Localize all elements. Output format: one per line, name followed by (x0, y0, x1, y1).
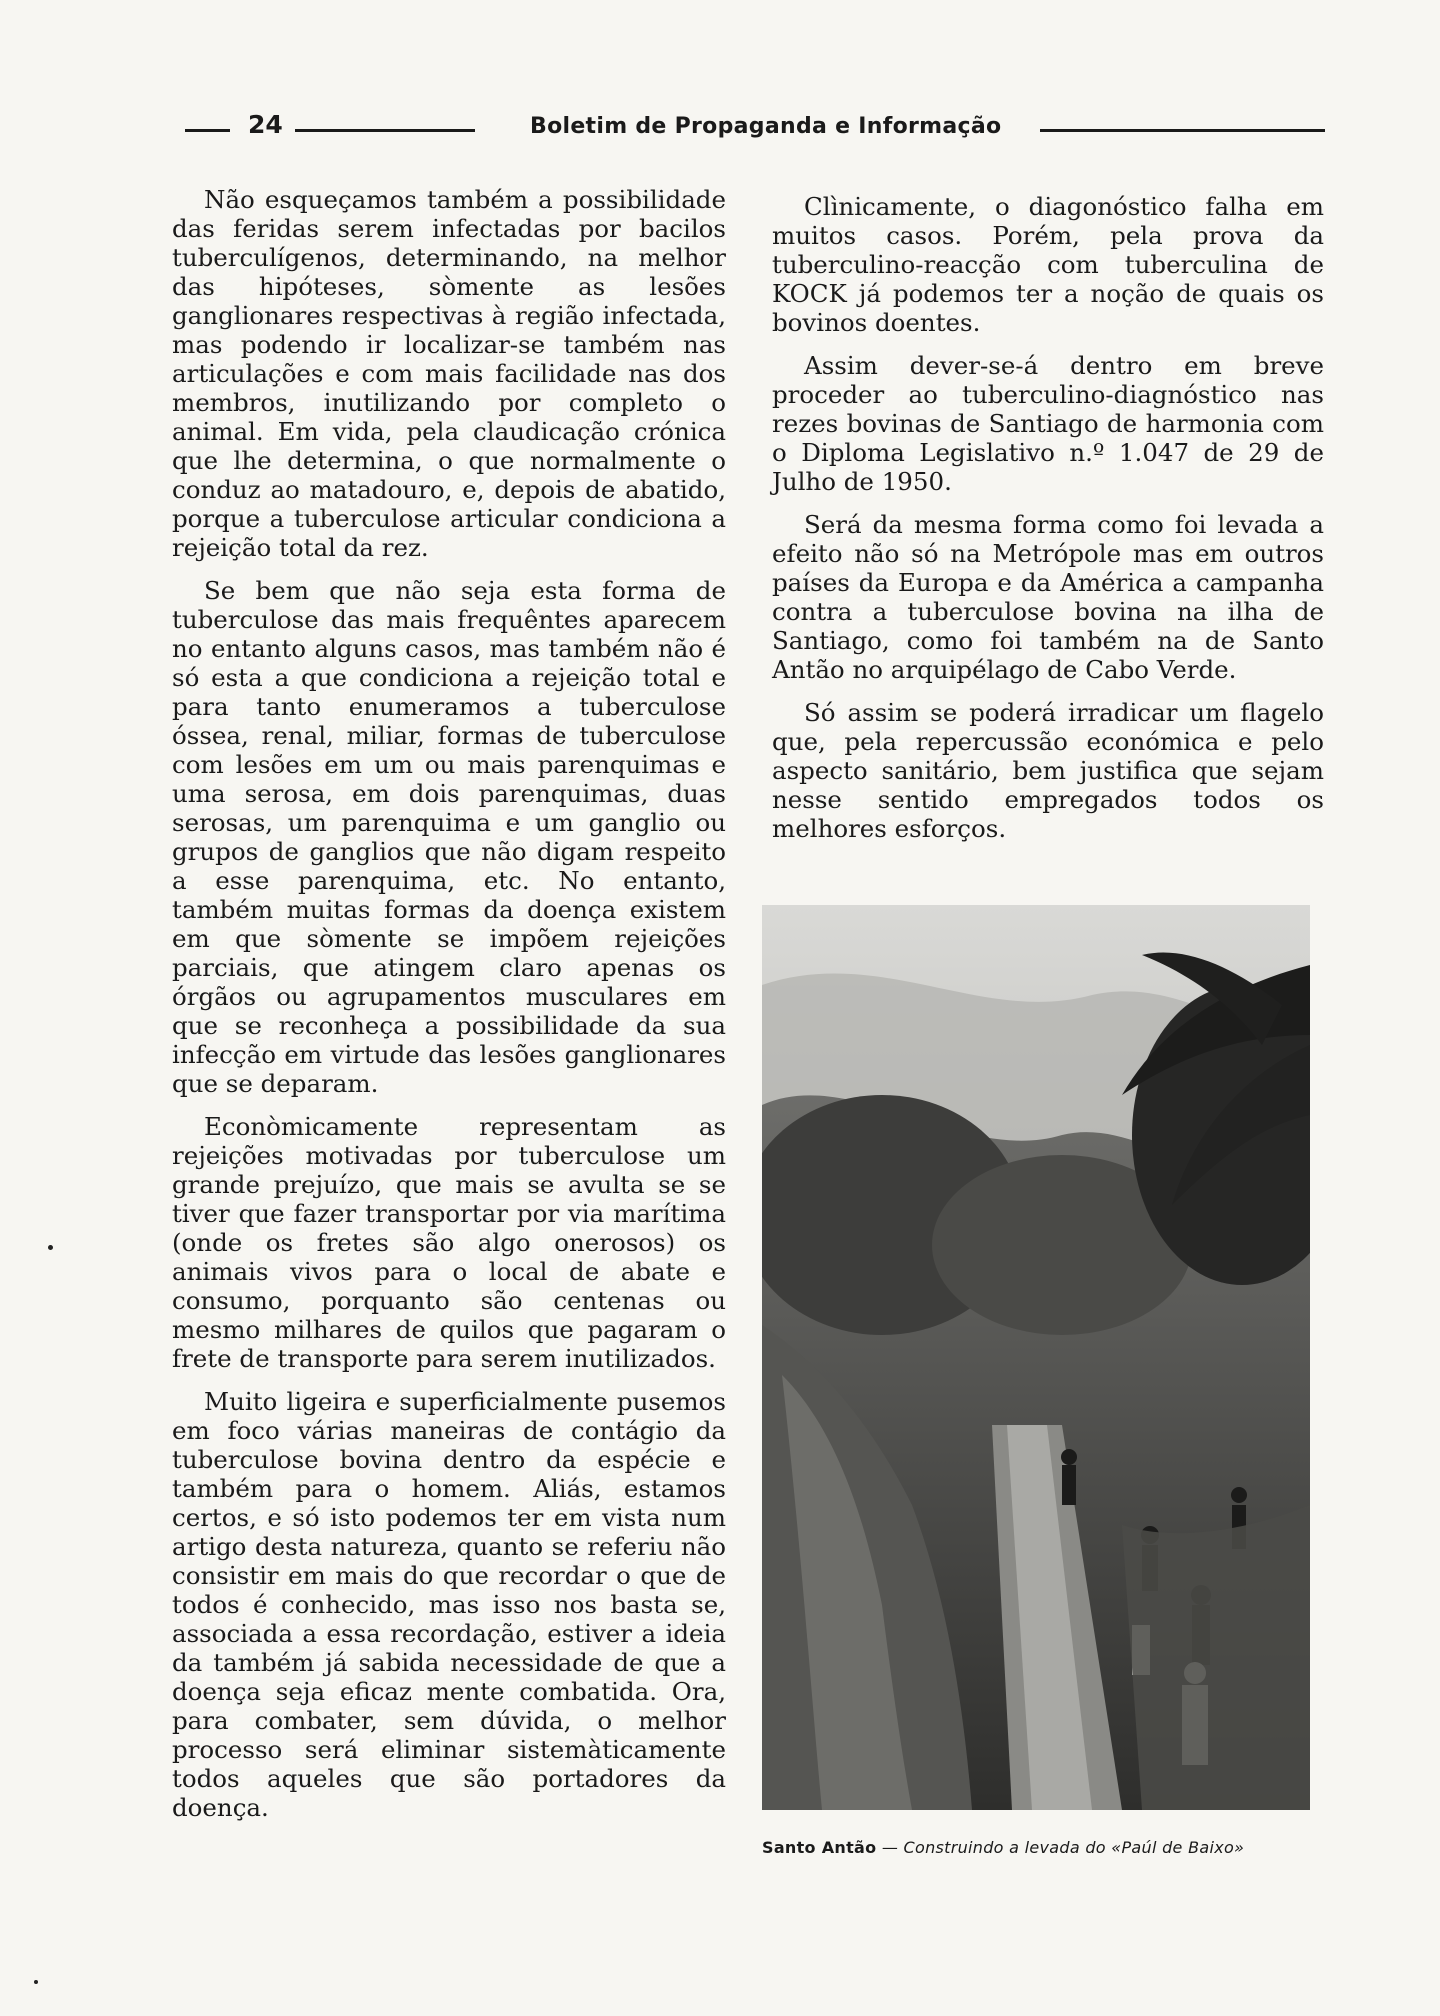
photo-caption (762, 1838, 1322, 1857)
paragraph: Assim dever-se-á dentro em breve proceder ao tuberculino-diagnóstico nas rezes bovinas de Santiago de harmonia com o Diploma Legislativo n.º 1.047 de 29 de Julho de 1950. (772, 351, 1324, 496)
caption-text: — Construindo a levada do «Paúl de Baixo» (876, 1838, 1245, 1857)
paragraph: Muito ligeira e superficialmente pusemos em foco várias maneiras de contágio da tuberculose bovina dentro da espécie e também para o homem. Aliás, estamos certos, e só isto podemos ter em vista num artigo desta natureza, quanto se referiu não consistir em mais do que recordar o que de todos é conhecido, mas isso nos basta se, associada a essa recordação, estiver a ideia da também já sabida necessidade de que a doença seja eficaz mente combatida. Ora, para combater, sem dúvida, o melhor processo será eliminar sistemàticamente todos aqueles que são portadores da doença. (172, 1387, 726, 1822)
paragraph: Será da mesma forma como foi levada a efeito não só na Metrópole mas em outros países da Europa e da América a campanha contra a tuberculose bovina na ilha de Santiago, como foi também na de Santo Antão no arquipélago de Cabo Verde. (772, 510, 1324, 684)
paragraph: Não esqueçamos também a possibilidade das feridas serem infectadas por bacilos tuberculígenos, determinando, na melhor das hipóteses, sòmente as lesões ganglionares respectivas à região infectada, mas podendo ir localizar-se também nas articulações e com mais facilidade nas dos membros, inutilizando por completo o animal. Em vida, pela claudicação crónica que lhe determina, o que normalmente o conduz ao matadouro, e, depois de abatido, porque a tuberculose articular condiciona a rejeição total da rez. (172, 185, 726, 562)
paragraph: Clìnicamente, o diagonóstico falha em muitos casos. Porém, pela prova da tuberculino-reacção com tuberculina de KOCK já podemos ter a noção de quais os bovinos doentes. (772, 192, 1324, 337)
print-speck (34, 1980, 38, 1984)
photograph (762, 905, 1310, 1810)
header-rule-right (1040, 129, 1325, 132)
left-column (172, 185, 726, 1836)
paragraph: Só assim se poderá irradicar um flagelo que, pela repercussão económica e pelo aspecto sanitário, bem justifica que sejam nesse sentido empregados todos os melhores esforços. (772, 698, 1324, 843)
paragraph: Se bem que não seja esta forma de tuberculose das mais frequêntes aparecem no entanto alguns casos, mas também não é só esta a que condiciona a rejeição total e para tanto enumeramos a tuberculose óssea, renal, miliar, formas de tuberculose com lesões em um ou mais parenquimas e uma serosa, em dois parenquimas, duas serosas, um parenquima e um ganglio ou grupos de ganglios que não digam respeito a esse parenquima, etc. No entanto, também muitas formas da doença existem em que sòmente se impõem rejeições parciais, que atingem claro apenas os órgãos ou agrupamentos musculares em que se reconheça a possibilidade da sua infecção em virtude das lesões ganglionares que se deparam. (172, 576, 726, 1098)
running-header (180, 110, 1330, 150)
header-rule-middle (295, 129, 475, 132)
paragraph: Econòmicamente representam as rejeições motivadas por tuberculose um grande prejuízo, que mais se avulta se se tiver que fazer transportar por via marítima (onde os fretes são algo onerosos) os animais vivos para o local de abate e consumo, porquanto são centenas ou mesmo milhares de quilos que pagaram o frete de transporte para serem inutilizados. (172, 1112, 726, 1373)
right-column (772, 192, 1324, 857)
print-speck (48, 1245, 53, 1250)
running-title: Boletim de Propaganda e Informação (530, 114, 1002, 139)
page-number: 24 (248, 110, 283, 139)
photo-illustration (762, 905, 1310, 1810)
header-rule-left (185, 129, 230, 132)
caption-place: Santo Antão (762, 1838, 877, 1857)
